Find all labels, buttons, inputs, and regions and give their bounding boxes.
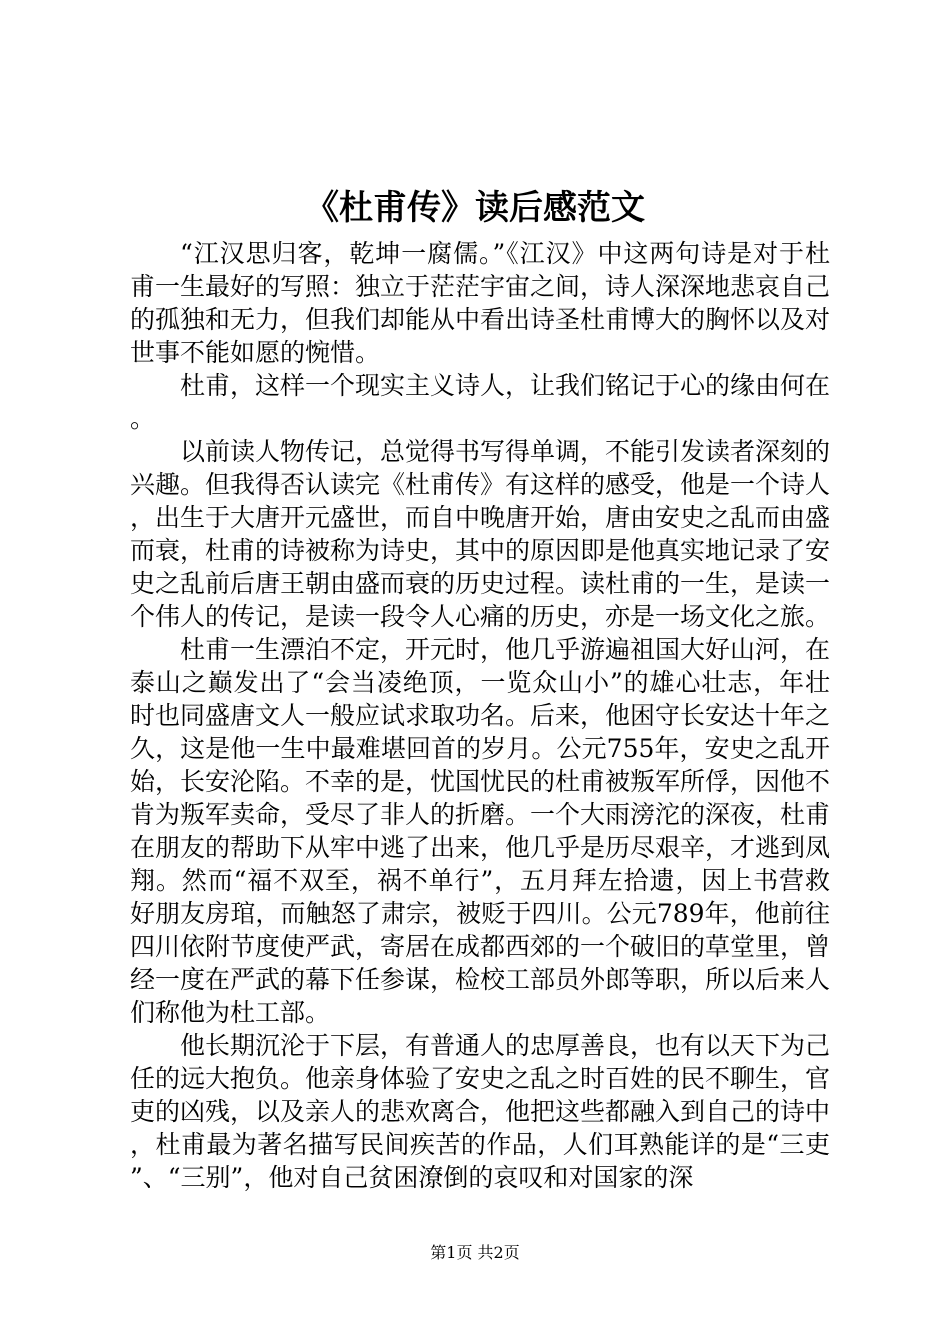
- paragraph: “江汉思归客，乾坤一腐儒。”《江汉》中这两句诗是对于杜甫一生最好的写照：独立于茫茫宇宙之间，诗人深深地悲哀自己的孤独和无力，但我们却能从中看出诗圣杜甫博大的胸怀以及对世事不能如愿的惋惜。: [130, 239, 831, 367]
- paragraph: 杜甫一生漂泊不定，开元时，他几乎游遍祖国大好山河，在泰山之巅发出了“会当凌绝顶，一览众山小”的雄心壮志，年壮时也同盛唐文人一般应试求取功名。后来，他困守长安达十年之久，这是他一生中最难堪回首的岁月。公元755年，安史之乱开始，长安沦陷。不幸的是，忧国忧民的杜甫被叛军所俘，因他不肯为叛军卖命，受尽了非人的折磨。一个大雨滂沱的深夜，杜甫在朋友的帮助下从牢中逃了出来，他几乎是历尽艰辛，才逃到凤翔。然而“福不双至，祸不单行”，五月拜左拾遗，因上书营救好朋友房琯，而触怒了肃宗，被贬于四川。公元789年，他前往四川依附节度使严武，寄居在成都西郊的一个破旧的草堂里，曾经一度在严武的幕下任参谋，检校工部员外郎等职，所以后来人们称他为杜工部。: [130, 635, 831, 1027]
- document-body: [130, 237, 830, 1194]
- paragraph: 杜甫，这样一个现实主义诗人，让我们铭记于心的缘由何在。: [130, 371, 831, 433]
- document-title: 《杜甫传》读后感范文: [305, 188, 645, 228]
- paragraph: 以前读人物传记，总觉得书写得单调，不能引发读者深刻的兴趣。但我得否认读完《杜甫传》有这样的感受，他是一个诗人，出生于大唐开元盛世，而自中晚唐开始，唐由安史之乱而由盛而衰，杜甫的诗被称为诗史，其中的原因即是他真实地记录了安史之乱前后唐王朝由盛而衰的历史过程。读杜甫的一生，是读一个伟人的传记，是读一段令人心痛的历史，亦是一场文化之旅。: [130, 437, 831, 631]
- page-number-footer: 第1页 共2页: [430, 1243, 520, 1262]
- paragraph: 他长期沉沦于下层，有普通人的忠厚善良，也有以天下为己任的远大抱负。他亲身体验了安史之乱之时百姓的民不聊生，官吏的凶残，以及亲人的悲欢离合，他把这些都融入到自己的诗中，杜甫最为著名描写民间疾苦的作品，人们耳熟能详的是“三吏”、“三别”，他对自己贫困潦倒的哀叹和对国家的深: [130, 1031, 831, 1192]
